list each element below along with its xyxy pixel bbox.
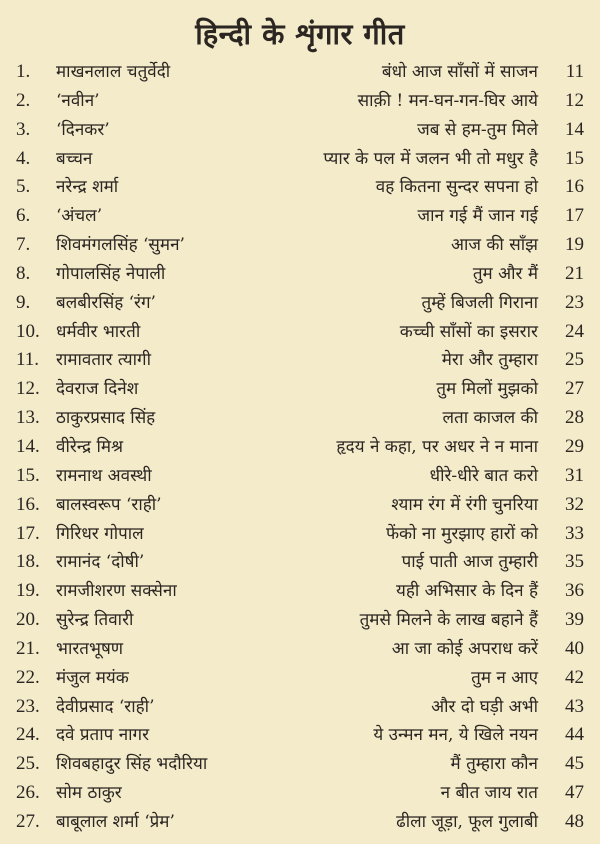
entry-number: 10. bbox=[16, 320, 40, 342]
entry-number: 7. bbox=[16, 234, 31, 256]
entry-number: 18. bbox=[16, 551, 40, 573]
entry-author: रामनाथ अवस्थी bbox=[56, 465, 152, 486]
entry-author: दवे प्रताप नागर bbox=[56, 725, 150, 746]
entry-poem-title: जब से हम-तुम मिले bbox=[417, 119, 538, 140]
entry-poem-title: जान गई मैं जान गई bbox=[417, 206, 538, 227]
toc-entry bbox=[0, 548, 600, 577]
entry-author: माखनलाल चतुर्वेदी bbox=[56, 62, 171, 82]
entry-poem-title: फेंको ना मुरझाए हारों को bbox=[385, 523, 538, 544]
toc-entry bbox=[0, 260, 600, 289]
entry-author: गोपालसिंह नेपाली bbox=[56, 263, 166, 284]
entry-number: 15. bbox=[16, 464, 40, 486]
toc-entry bbox=[0, 721, 600, 750]
toc-entry bbox=[0, 116, 600, 145]
toc-entry bbox=[0, 202, 600, 231]
entry-poem-title: श्याम रंग में रंगी चुनरिया bbox=[391, 494, 538, 515]
entry-page-number: 33 bbox=[565, 522, 584, 544]
entry-page-number: 47 bbox=[565, 782, 584, 804]
entry-number: 25. bbox=[16, 753, 40, 775]
entry-page-number: 44 bbox=[565, 724, 584, 746]
entry-author: वीरेन्द्र मिश्र bbox=[56, 436, 124, 457]
toc-entry bbox=[0, 289, 600, 318]
toc-entry bbox=[0, 750, 600, 779]
toc-entry bbox=[0, 231, 600, 260]
entry-page-number: 27 bbox=[565, 378, 584, 400]
entry-page-number: 25 bbox=[565, 349, 584, 371]
entry-number: 8. bbox=[16, 262, 31, 284]
entry-page-number: 45 bbox=[565, 753, 584, 775]
entry-number: 6. bbox=[16, 205, 31, 227]
entry-author: धर्मवीर भारती bbox=[56, 321, 141, 342]
entry-poem-title: तुम न आए bbox=[471, 667, 538, 688]
entry-page-number: 14 bbox=[565, 118, 584, 140]
entry-page-number: 16 bbox=[565, 176, 584, 198]
entry-page-number: 28 bbox=[565, 407, 584, 429]
entry-author: बाबूलाल शर्मा ‘प्रेम’ bbox=[56, 811, 175, 832]
toc-entry bbox=[0, 173, 600, 202]
toc-entry bbox=[0, 635, 600, 664]
entry-page-number: 23 bbox=[565, 291, 584, 313]
entry-number: 12. bbox=[16, 378, 40, 400]
entry-poem-title: बंधो आज साँसों में साजन bbox=[381, 62, 538, 82]
entry-author: रामानंद ‘दोषी’ bbox=[56, 552, 145, 573]
entry-author: मंजुल मयंक bbox=[56, 667, 129, 688]
entry-number: 1. bbox=[16, 61, 31, 82]
entry-poem-title: पाई पाती आज तुम्हारी bbox=[401, 552, 538, 573]
entry-author: गिरिधर गोपाल bbox=[56, 523, 144, 544]
entry-number: 4. bbox=[16, 147, 31, 169]
entry-poem-title: कच्ची साँसों का इसरार bbox=[399, 321, 538, 342]
entry-number: 19. bbox=[16, 580, 40, 602]
entry-number: 11. bbox=[16, 349, 40, 371]
entry-poem-title: साक़ी ! मन-घन-गन-घिर आये bbox=[357, 90, 538, 111]
entry-page-number: 17 bbox=[565, 205, 584, 227]
entry-number: 5. bbox=[16, 176, 31, 198]
entry-poem-title: तुम मिलों मुझको bbox=[436, 379, 538, 400]
entry-poem-title: न बीत जाय रात bbox=[440, 783, 538, 804]
toc-entry bbox=[0, 404, 600, 433]
entry-page-number: 40 bbox=[565, 637, 584, 659]
toc-entry bbox=[0, 346, 600, 375]
entry-page-number: 32 bbox=[565, 493, 584, 515]
toc-entry bbox=[0, 318, 600, 347]
entry-number: 13. bbox=[16, 407, 40, 429]
entry-page-number: 11 bbox=[565, 61, 584, 82]
entry-page-number: 35 bbox=[565, 551, 584, 573]
entry-author: शिवमंगलसिंह ‘सुमन’ bbox=[56, 235, 185, 256]
entry-page-number: 36 bbox=[565, 580, 584, 602]
entry-author: बालस्वरूप ‘राही’ bbox=[56, 494, 162, 515]
entry-poem-title: वह कितना सुन्दर सपना हो bbox=[375, 177, 538, 198]
entry-author: भारतभूषण bbox=[56, 638, 124, 659]
entry-poem-title: प्यार के पल में जलन भी तो मधुर है bbox=[323, 148, 538, 169]
entry-page-number: 19 bbox=[565, 234, 584, 256]
entry-author: नरेन्द्र शर्मा bbox=[56, 177, 119, 198]
entry-page-number: 48 bbox=[565, 810, 584, 832]
entry-poem-title: मेरा और तुम्हारा bbox=[441, 350, 538, 371]
entry-author: सुरेन्द्र तिवारी bbox=[56, 610, 134, 631]
entry-number: 22. bbox=[16, 666, 40, 688]
entry-author: देवराज दिनेश bbox=[56, 379, 139, 400]
entry-poem-title: तुमसे मिलने के लाख बहाने हैं bbox=[359, 610, 538, 631]
entry-author: ‘नवीन’ bbox=[56, 90, 100, 111]
toc-entry bbox=[0, 491, 600, 520]
toc-entry bbox=[0, 664, 600, 693]
entry-page-number: 39 bbox=[565, 609, 584, 631]
entry-number: 17. bbox=[16, 522, 40, 544]
entry-page-number: 12 bbox=[565, 89, 584, 111]
entry-number: 27. bbox=[16, 810, 40, 832]
entry-poem-title: तुम और मैं bbox=[472, 263, 538, 284]
entry-number: 24. bbox=[16, 724, 40, 746]
toc-entry bbox=[0, 145, 600, 174]
table-of-contents bbox=[0, 58, 600, 837]
entry-number: 21. bbox=[16, 637, 40, 659]
entry-number: 2. bbox=[16, 89, 31, 111]
entry-author: देवीप्रसाद ‘राही’ bbox=[56, 696, 155, 717]
entry-author: ‘दिनकर’ bbox=[56, 119, 110, 140]
entry-page-number: 24 bbox=[565, 320, 584, 342]
entry-poem-title: ये उन्मन मन, ये खिले नयन bbox=[373, 725, 538, 746]
entry-poem-title: हृदय ने कहा, पर अधर ने न माना bbox=[336, 436, 538, 457]
entry-poem-title: और दो घड़ी अभी bbox=[431, 696, 538, 717]
entry-poem-title: यही अभिसार के दिन हैं bbox=[395, 581, 538, 602]
entry-author: बच्चन bbox=[56, 148, 93, 169]
entry-page-number: 21 bbox=[565, 262, 584, 284]
toc-entry bbox=[0, 779, 600, 808]
entry-poem-title: आज की साँझ bbox=[450, 235, 538, 256]
entry-author: रामावतार त्यागी bbox=[56, 350, 151, 371]
toc-entry bbox=[0, 808, 600, 837]
entry-poem-title: लता काजल की bbox=[442, 408, 538, 429]
toc-entry bbox=[0, 606, 600, 635]
entry-author: बलबीरसिंह ‘रंग’ bbox=[56, 292, 156, 313]
toc-entry bbox=[0, 375, 600, 404]
entry-number: 26. bbox=[16, 782, 40, 804]
toc-entry bbox=[0, 58, 600, 87]
entry-author: रामजीशरण सक्सेना bbox=[56, 581, 177, 602]
entry-poem-title: मैं तुम्हारा कौन bbox=[450, 754, 538, 775]
entry-page-number: 42 bbox=[565, 666, 584, 688]
entry-author: शिवबहादुर सिंह भदौरिया bbox=[56, 754, 208, 775]
toc-entry bbox=[0, 693, 600, 722]
toc-entry bbox=[0, 87, 600, 116]
entry-number: 3. bbox=[16, 118, 31, 140]
entry-poem-title: आ जा कोई अपराध करें bbox=[391, 638, 538, 659]
entry-number: 9. bbox=[16, 291, 31, 313]
entry-page-number: 43 bbox=[565, 695, 584, 717]
entry-number: 23. bbox=[16, 695, 40, 717]
entry-number: 14. bbox=[16, 435, 40, 457]
toc-entry bbox=[0, 520, 600, 549]
entry-poem-title: धीरे-धीरे बात करो bbox=[429, 465, 538, 486]
entry-page-number: 15 bbox=[565, 147, 584, 169]
page-title: हिन्दी के शृंगार गीत bbox=[195, 17, 405, 51]
entry-poem-title: तुम्हें बिजली गिराना bbox=[421, 292, 538, 313]
entry-page-number: 31 bbox=[565, 464, 584, 486]
entry-page-number: 29 bbox=[565, 435, 584, 457]
entry-number: 16. bbox=[16, 493, 40, 515]
entry-number: 20. bbox=[16, 609, 40, 631]
entry-author: ‘अंचल’ bbox=[56, 206, 103, 227]
entry-poem-title: ढीला जूड़ा, फूल गुलाबी bbox=[396, 811, 538, 832]
toc-entry bbox=[0, 462, 600, 491]
entry-author: ठाकुरप्रसाद सिंह bbox=[56, 408, 156, 429]
entry-author: सोम ठाकुर bbox=[56, 783, 122, 804]
toc-entry bbox=[0, 577, 600, 606]
toc-entry bbox=[0, 433, 600, 462]
